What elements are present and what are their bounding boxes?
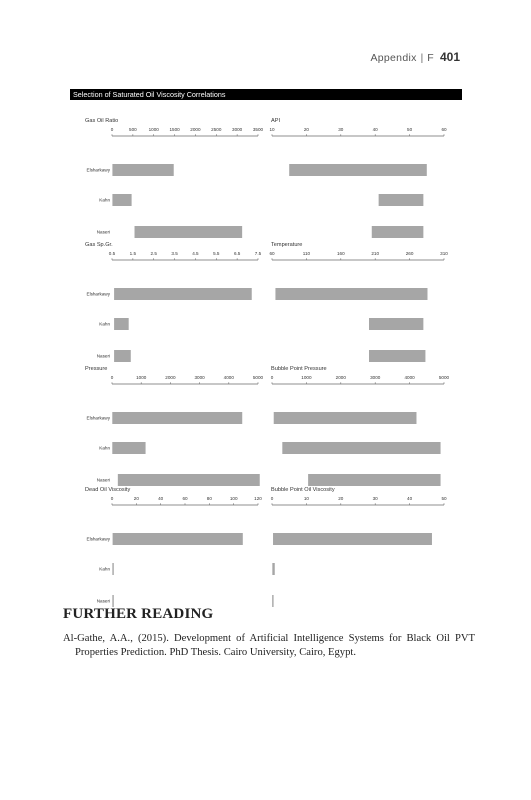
range-bar — [369, 350, 425, 362]
tick-label: 120 — [254, 496, 262, 501]
tick-label: 30 — [338, 127, 344, 132]
page-number: 401 — [439, 50, 460, 64]
range-bar — [379, 194, 424, 206]
tick-label: 4000 — [404, 375, 415, 380]
range-bar — [112, 164, 173, 176]
range-bar — [135, 226, 243, 238]
category-label: Naseri — [96, 353, 110, 359]
tick-label: 2000 — [335, 375, 346, 380]
tick-label: 1000 — [136, 375, 147, 380]
figure-title: Selection of Saturated Oil Viscosity Correlations — [70, 89, 462, 100]
panel-title: Pressure — [85, 366, 108, 372]
panel-title: Temperature — [271, 242, 303, 248]
category-label: Kahn — [99, 566, 110, 572]
tick-label: 0.5 — [108, 251, 116, 256]
tick-label: 4.5 — [192, 251, 199, 256]
category-label: Naseri — [96, 477, 110, 483]
further-reading-heading: FURTHER READING — [63, 606, 214, 622]
category-label: Naseri — [96, 229, 110, 235]
range-bar — [289, 164, 427, 176]
panel-title: Bubble Point Pressure — [271, 366, 327, 372]
tick-label: 40 — [372, 127, 378, 132]
range-bar — [114, 318, 129, 330]
tick-label: 60 — [182, 496, 188, 501]
tick-label: 10 — [269, 127, 275, 132]
category-label: Naseri — [96, 598, 110, 604]
tick-label: 1500 — [169, 127, 180, 132]
range-bar — [114, 288, 252, 300]
range-bar — [372, 226, 424, 238]
range-bar — [308, 474, 440, 486]
tick-label: 210 — [371, 251, 380, 256]
tick-label: 6.5 — [233, 251, 241, 256]
tick-label: 100 — [229, 496, 238, 501]
tick-label: 0 — [110, 127, 114, 132]
range-bar — [112, 563, 113, 575]
tick-label: 20 — [338, 496, 344, 501]
tick-label: 5.5 — [213, 251, 220, 256]
reference-entry: Al-Gathe, A.A., (2015). Development of Artificial Intelligence Systems for Black Oil PVT Properties Prediction. PhD Thesis. Cairo University, Cairo, Egypt. — [63, 633, 475, 658]
range-bar — [118, 474, 260, 486]
tick-label: 310 — [440, 251, 448, 256]
tick-label: 30 — [372, 496, 378, 501]
tick-label: 2000 — [190, 127, 201, 132]
panel-title: Gas Oil Ratio — [85, 118, 119, 124]
tick-label: 7.5 — [254, 251, 262, 256]
panel-title: API — [271, 118, 281, 124]
tick-label: 3000 — [370, 375, 381, 380]
range-bar — [273, 533, 432, 545]
tick-label: 1000 — [301, 375, 312, 380]
range-bar — [274, 412, 417, 424]
range-bar — [113, 533, 243, 545]
range-bar — [275, 288, 427, 300]
tick-label: 2000 — [165, 375, 176, 380]
tick-label: 160 — [336, 251, 345, 256]
range-bar — [272, 563, 274, 575]
range-bar — [282, 442, 440, 454]
tick-label: 1000 — [148, 127, 159, 132]
tick-label: 60 — [441, 127, 447, 132]
category-label: Kahn — [99, 197, 110, 203]
appendix-letter: F — [427, 52, 434, 64]
panel-title: Bubble Point Oil Viscosity — [271, 487, 335, 493]
category-label: Elsharkawy — [86, 167, 110, 173]
category-label: Elsharkawy — [86, 291, 110, 297]
panel-title: Dead Oil Viscosity — [85, 487, 131, 493]
tick-label: 260 — [405, 251, 414, 256]
category-label: Kahn — [99, 321, 110, 327]
tick-label: 40 — [158, 496, 164, 501]
tick-label: 50 — [407, 127, 413, 132]
tick-label: 10 — [303, 496, 309, 501]
range-bar — [112, 412, 242, 424]
tick-label: 40 — [407, 496, 413, 501]
tick-label: 20 — [133, 496, 139, 501]
range-bar — [112, 194, 131, 206]
tick-label: 60 — [269, 251, 275, 256]
tick-label: 3.5 — [171, 251, 178, 256]
tick-label: 500 — [129, 127, 137, 132]
tick-label: 2.5 — [150, 251, 157, 256]
tick-label: 5000 — [438, 375, 450, 380]
tick-label: 80 — [206, 496, 212, 501]
tick-label: 0 — [270, 375, 274, 380]
tick-label: 3000 — [232, 127, 243, 132]
tick-label: 20 — [303, 127, 309, 132]
header-separator: | — [420, 53, 424, 64]
tick-label: 0 — [110, 375, 114, 380]
tick-label: 1.5 — [129, 251, 137, 256]
range-bar — [272, 595, 273, 607]
category-label: Elsharkawy — [86, 415, 110, 421]
tick-label: 3000 — [194, 375, 205, 380]
tick-label: 4000 — [223, 375, 234, 380]
category-label: Elsharkawy — [86, 536, 110, 542]
tick-label: 5000 — [252, 375, 264, 380]
category-label: Kahn — [99, 445, 110, 451]
range-bar — [112, 442, 145, 454]
section-title: Appendix — [370, 52, 417, 64]
tick-label: 50 — [441, 496, 447, 501]
range-bar — [369, 318, 423, 330]
tick-label: 110 — [302, 251, 311, 256]
tick-label: 2500 — [211, 127, 222, 132]
panel-title: Gas Sp.Gr. — [85, 242, 113, 248]
tick-label: 0 — [270, 496, 274, 501]
tick-label: 0 — [110, 496, 114, 501]
range-bar — [114, 350, 131, 362]
tick-label: 3500 — [252, 127, 264, 132]
